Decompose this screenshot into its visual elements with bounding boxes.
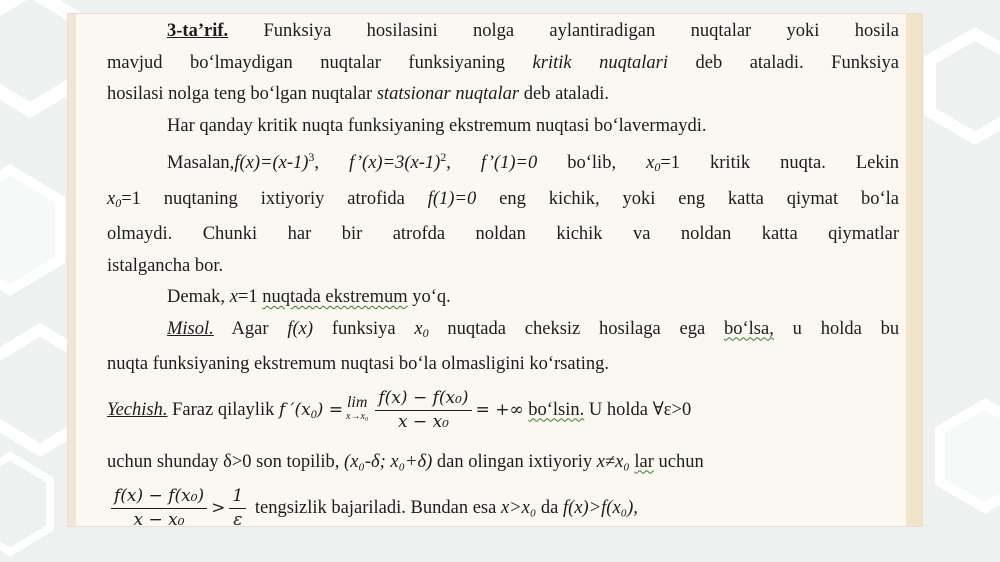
hexagon-shape	[0, 456, 50, 552]
difference-quotient: $\frac{\text{f(x) − f(x₀)}}{\text{x − x₀}}$	[375, 388, 471, 433]
page-left-edge	[68, 14, 76, 526]
example-line-2: $x_0=1$ nuqtaning ixtiyoriy atrofida f(1)=0 eng kichik, yoki eng katta qiymat bo‘la	[107, 188, 900, 210]
epsilon-fraction: $\frac{1}{\varepsilon}$	[229, 486, 246, 531]
solution-line-2: uchun shunday δ>0 son topilib, (x₀-δ; x₀+δ) dan olingan ixtiyoriy x≠x₀ lar uchun	[107, 451, 704, 472]
example-line-1: $Masalan,f(x)=(x-1)^3$, $f’(x)=3(x-1)^2$, f’(1)=0 bo‘lib, $x_0=1$ kritik nuqta. Lekin	[167, 150, 900, 174]
term-stationary-points: statsionar nuqtalar	[376, 84, 520, 104]
conclusion-line: Demak, x=1 nuqtada ekstremum yo‘q.	[167, 287, 451, 307]
example-line-4: istalgancha bor.	[107, 255, 224, 276]
hexagon-shape	[930, 34, 1000, 138]
page-right-edge	[906, 14, 922, 526]
paragraph-2: Har qanday kritik nuqta funksiyaning ekstremum nuqtasi bo‘lavermaydi.	[167, 115, 707, 136]
problem-line-2: nuqta funksiyaning ekstremum nuqtasi bo‘la olmasligini ko‘rsating.	[107, 354, 609, 374]
inequality-fraction: $\frac{\text{f(x) − f(x₀)}}{\text{x − x₀}}$	[111, 486, 207, 531]
definition-label: 3-ta’rif.	[167, 21, 229, 41]
solution-label: Yechish.	[107, 399, 168, 420]
definition-line-2: mavjud bo‘lmaydigan nuqtalar funksiyaning kritik nuqtalari deb ataladi. Funksiya	[107, 52, 899, 73]
problem-label: Misol.	[167, 318, 214, 339]
solution-line-3: $\frac{\text{f(x) − f(x₀)}}{\text{x − x₀}}$ > $\frac{1}{\varepsilon}$ tengsizlik bajariladi. Bundan esa x>x₀ da f(x)>f(x₀),	[107, 483, 899, 533]
problem-line-1: Misol. Agar f(x) funksiya $x_0$ nuqtada cheksiz hosilaga ega bo‘lsa, u holda bu	[167, 318, 900, 340]
hexagon-shape	[940, 404, 1000, 508]
solution-line-1: Yechish. Faraz qilaylik f $'(x_0)$ = lim x→x₀ $\frac{\text{f(x) − f(x₀)}}{\text{x − x₀}}$ = +∞ bo‘lsin. U holda ∀ε>0	[107, 387, 692, 432]
limit-operator: lim x→x₀	[346, 394, 369, 423]
example-line-3: olmaydi. Chunki har bir atrofda noldan kichik va noldan katta qiymatlar	[107, 224, 899, 244]
term-critical-points: kritik nuqtalari	[532, 52, 668, 73]
hexagon-shape	[0, 170, 60, 290]
definition-line-1: 3-ta’rif. Funksiya hosilasini nolga aylantiradigan nuqtalar yoki hosila	[167, 21, 899, 41]
document-text	[107, 16, 899, 533]
definition-line-3: hosilasi nolga teng bo‘lgan nuqtalar statsionar nuqtalar deb ataladi.	[107, 84, 609, 104]
